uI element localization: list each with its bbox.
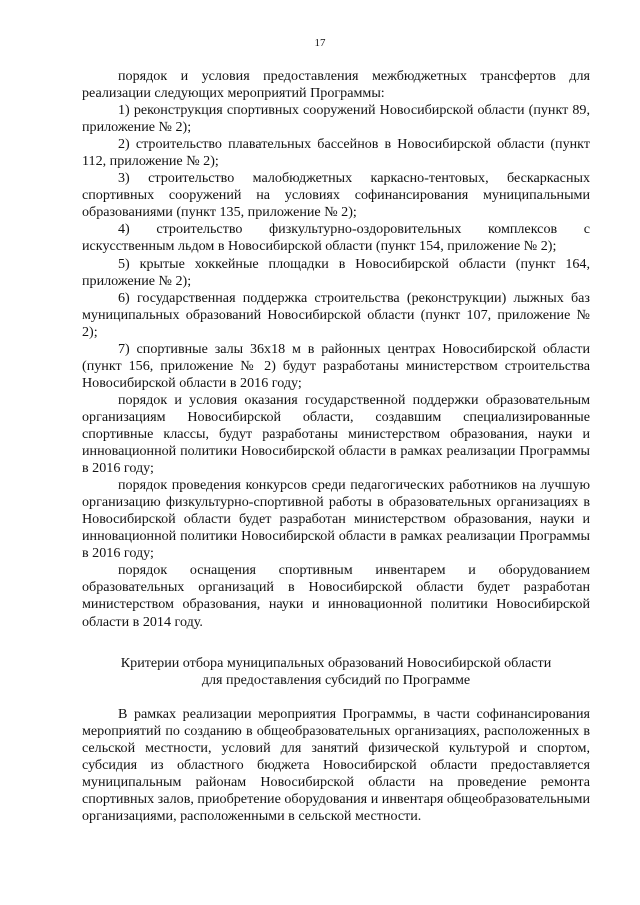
closing-text	[82, 706, 590, 825]
section-heading-line-2: для предоставления субсидий по Программе	[201, 672, 471, 688]
list-item-4: 4) строительство физкультурно-оздоровительных комплексов с искусственным льдом в Новосибирской области (пункт 154, приложение № 2);	[82, 221, 590, 255]
page-number: 17	[314, 37, 326, 49]
paragraph-equipment: порядок оснащения спортивным инвентарем и оборудованием образовательных организаций в Новосибирской области будет разработан министерством образования, науки и инновационной политики Новосибирской области в 2014 году.	[82, 562, 590, 630]
paragraph-intro: порядок и условия предоставления межбюджетных трансфертов для реализации следующих мероприятий Программы:	[82, 68, 590, 102]
list-item-5: 5) крытые хоккейные площадки в Новосибирской области (пункт 164, приложение № 2);	[82, 255, 590, 289]
list-item-2: 2) строительство плавательных бассейнов в Новосибирской области (пункт 112, приложение № 2);	[82, 136, 590, 170]
body-text	[82, 68, 590, 631]
list-item-7: 7) спортивные залы 36х18 м в районных центрах Новосибирской области (пункт 156, приложение № 2) будут разработаны министерством строительства Новосибирской области в 2016 году;	[82, 340, 590, 391]
section-heading-line-1: Критерии отбора муниципальных образований Новосибирской области	[120, 655, 552, 671]
list-item-6: 6) государственная поддержка строительства (реконструкции) лыжных баз муниципальных образований Новосибирской области (пункт 107, приложение № 2);	[82, 289, 590, 340]
paragraph-subsidy: В рамках реализации мероприятия Программы, в части софинансирования мероприятий по созданию в общеобразовательных организациях, расположенных в сельской местности, условий для занятий физической культурой и спортом, субсидия из областного бюджета Новосибирской области предоставляется муниципальным районам Новосибирской области на проведение ремонта спортивных залов, приобретение оборудования и инвентаря общеобразовательными организациями, расположенными в сельской местности.	[82, 706, 590, 825]
list-item-1: 1) реконструкция спортивных сооружений Новосибирской области (пункт 89, приложение № 2);	[82, 102, 590, 136]
list-item-3: 3) строительство малобюджетных каркасно-тентовых, бескаркасных спортивных сооружений на условиях софинансирования муниципальными образованиями (пункт 135, приложение № 2);	[82, 170, 590, 221]
paragraph-state-support: порядок и условия оказания государственной поддержки образовательным организациям Новосибирской области, создавшим специализированные спортивные классы, будут разработаны министерством образования, науки и инновационной политики Новосибирской области в рамках реализации Программы в 2016 году;	[82, 391, 590, 477]
paragraph-contests: порядок проведения конкурсов среди педагогических работников на лучшую организацию физкультурно-спортивной работы в образовательных организациях в Новосибирской области будет разработан министерством образования, науки и инновационной политики Новосибирской области в рамках реализации Программы в 2016 году;	[82, 477, 590, 562]
section-heading	[82, 655, 590, 689]
